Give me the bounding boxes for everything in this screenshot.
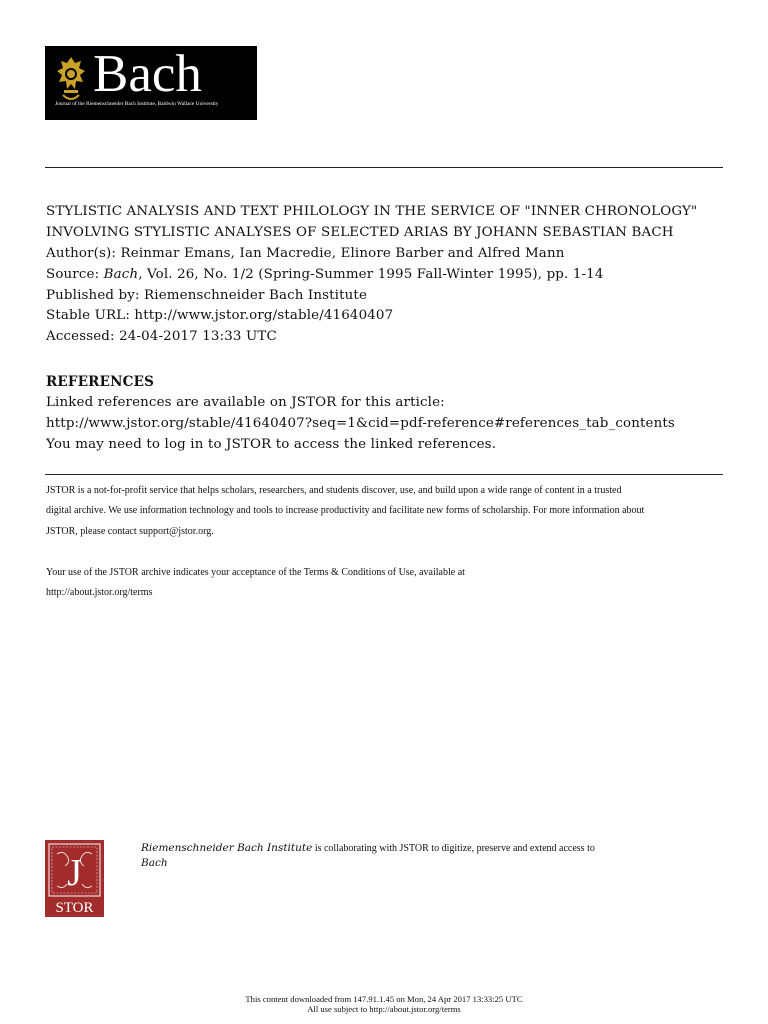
- collaboration-text: is collaborating with JSTOR to digitize, preserve and extend access to: [312, 843, 595, 854]
- accessed-date: 24-04-2017 13:33 UTC: [119, 329, 277, 344]
- accessed-line: [46, 326, 277, 347]
- publisher-line: [46, 285, 367, 306]
- references-intro: Linked references are available on JSTOR for this article:: [46, 395, 445, 410]
- logo-tagline: Journal of the Riemenschneider Bach Institute, Baldwin Wallace University: [55, 101, 219, 107]
- stable-url-line: [46, 305, 393, 326]
- crest-icon: [53, 55, 89, 105]
- divider-middle: [45, 474, 723, 475]
- publisher: Riemenschneider Bach Institute: [144, 288, 368, 303]
- references-link[interactable]: http://www.jstor.org/stable/41640407?seq=1&cid=pdf-reference#references_tab_contents: [46, 416, 675, 431]
- logo-word: Bach: [93, 45, 202, 103]
- jstor-letter: J: [67, 852, 82, 894]
- article-title-line-2: INVOLVING STYLISTIC ANALYSES OF SELECTED ARIAS BY JOHANN SEBASTIAN BACH: [46, 225, 674, 240]
- publisher-label: Published by:: [46, 288, 140, 303]
- authors-label: Author(s):: [46, 246, 117, 261]
- stable-url-label: Stable URL:: [46, 308, 130, 323]
- source-journal: Bach: [103, 267, 139, 282]
- collaboration-institute: Riemenschneider Bach Institute: [141, 842, 313, 854]
- source-line: [46, 264, 604, 285]
- footer-terms-note: All use subject to http://about.jstor.org/terms: [307, 1004, 461, 1014]
- notice-line-2: digital archive. We use information technology and tools to increase productivity and facilitate new forms of scholarship. For more information about: [46, 505, 645, 516]
- source-details: , Vol. 26, No. 1/2 (Spring-Summer 1995 Fall-Winter 1995), pp. 1-14: [138, 267, 604, 282]
- authors-line: [46, 243, 565, 264]
- authors: Reinmar Emans, Ian Macredie, Elinore Barber and Alfred Mann: [120, 246, 565, 261]
- jstor-logo: [45, 840, 104, 917]
- footer-download-note: This content downloaded from 147.91.1.45 on Mon, 24 Apr 2017 13:33:25 UTC: [245, 994, 523, 1004]
- source-label: Source:: [46, 267, 100, 282]
- jstor-wordmark: STOR: [55, 900, 94, 916]
- accessed-label: Accessed:: [46, 329, 115, 344]
- collaboration-note: [141, 841, 701, 871]
- references-login-note: You may need to log in to JSTOR to access the linked references.: [46, 437, 497, 452]
- stable-url-link[interactable]: http://www.jstor.org/stable/41640407: [134, 308, 394, 323]
- terms-link[interactable]: http://about.jstor.org/terms: [46, 587, 153, 598]
- notice-line-3: JSTOR, please contact support@jstor.org.: [46, 526, 214, 537]
- divider-top: [45, 167, 723, 168]
- references-heading: REFERENCES: [46, 374, 155, 390]
- bach-journal-logo: [45, 46, 257, 120]
- notice-line-1: JSTOR is a not-for-profit service that helps scholars, researchers, and students discover, use, and build upon a wide range of content in a trusted: [46, 485, 622, 496]
- terms-line-1: Your use of the JSTOR archive indicates your acceptance of the Terms & Conditions of Use, available at: [46, 567, 465, 578]
- jstor-emblem-icon: [45, 840, 104, 917]
- article-title-line-1: STYLISTIC ANALYSIS AND TEXT PHILOLOGY IN THE SERVICE OF "INNER CHRONOLOGY": [46, 204, 698, 219]
- collaboration-journal: Bach: [141, 857, 168, 869]
